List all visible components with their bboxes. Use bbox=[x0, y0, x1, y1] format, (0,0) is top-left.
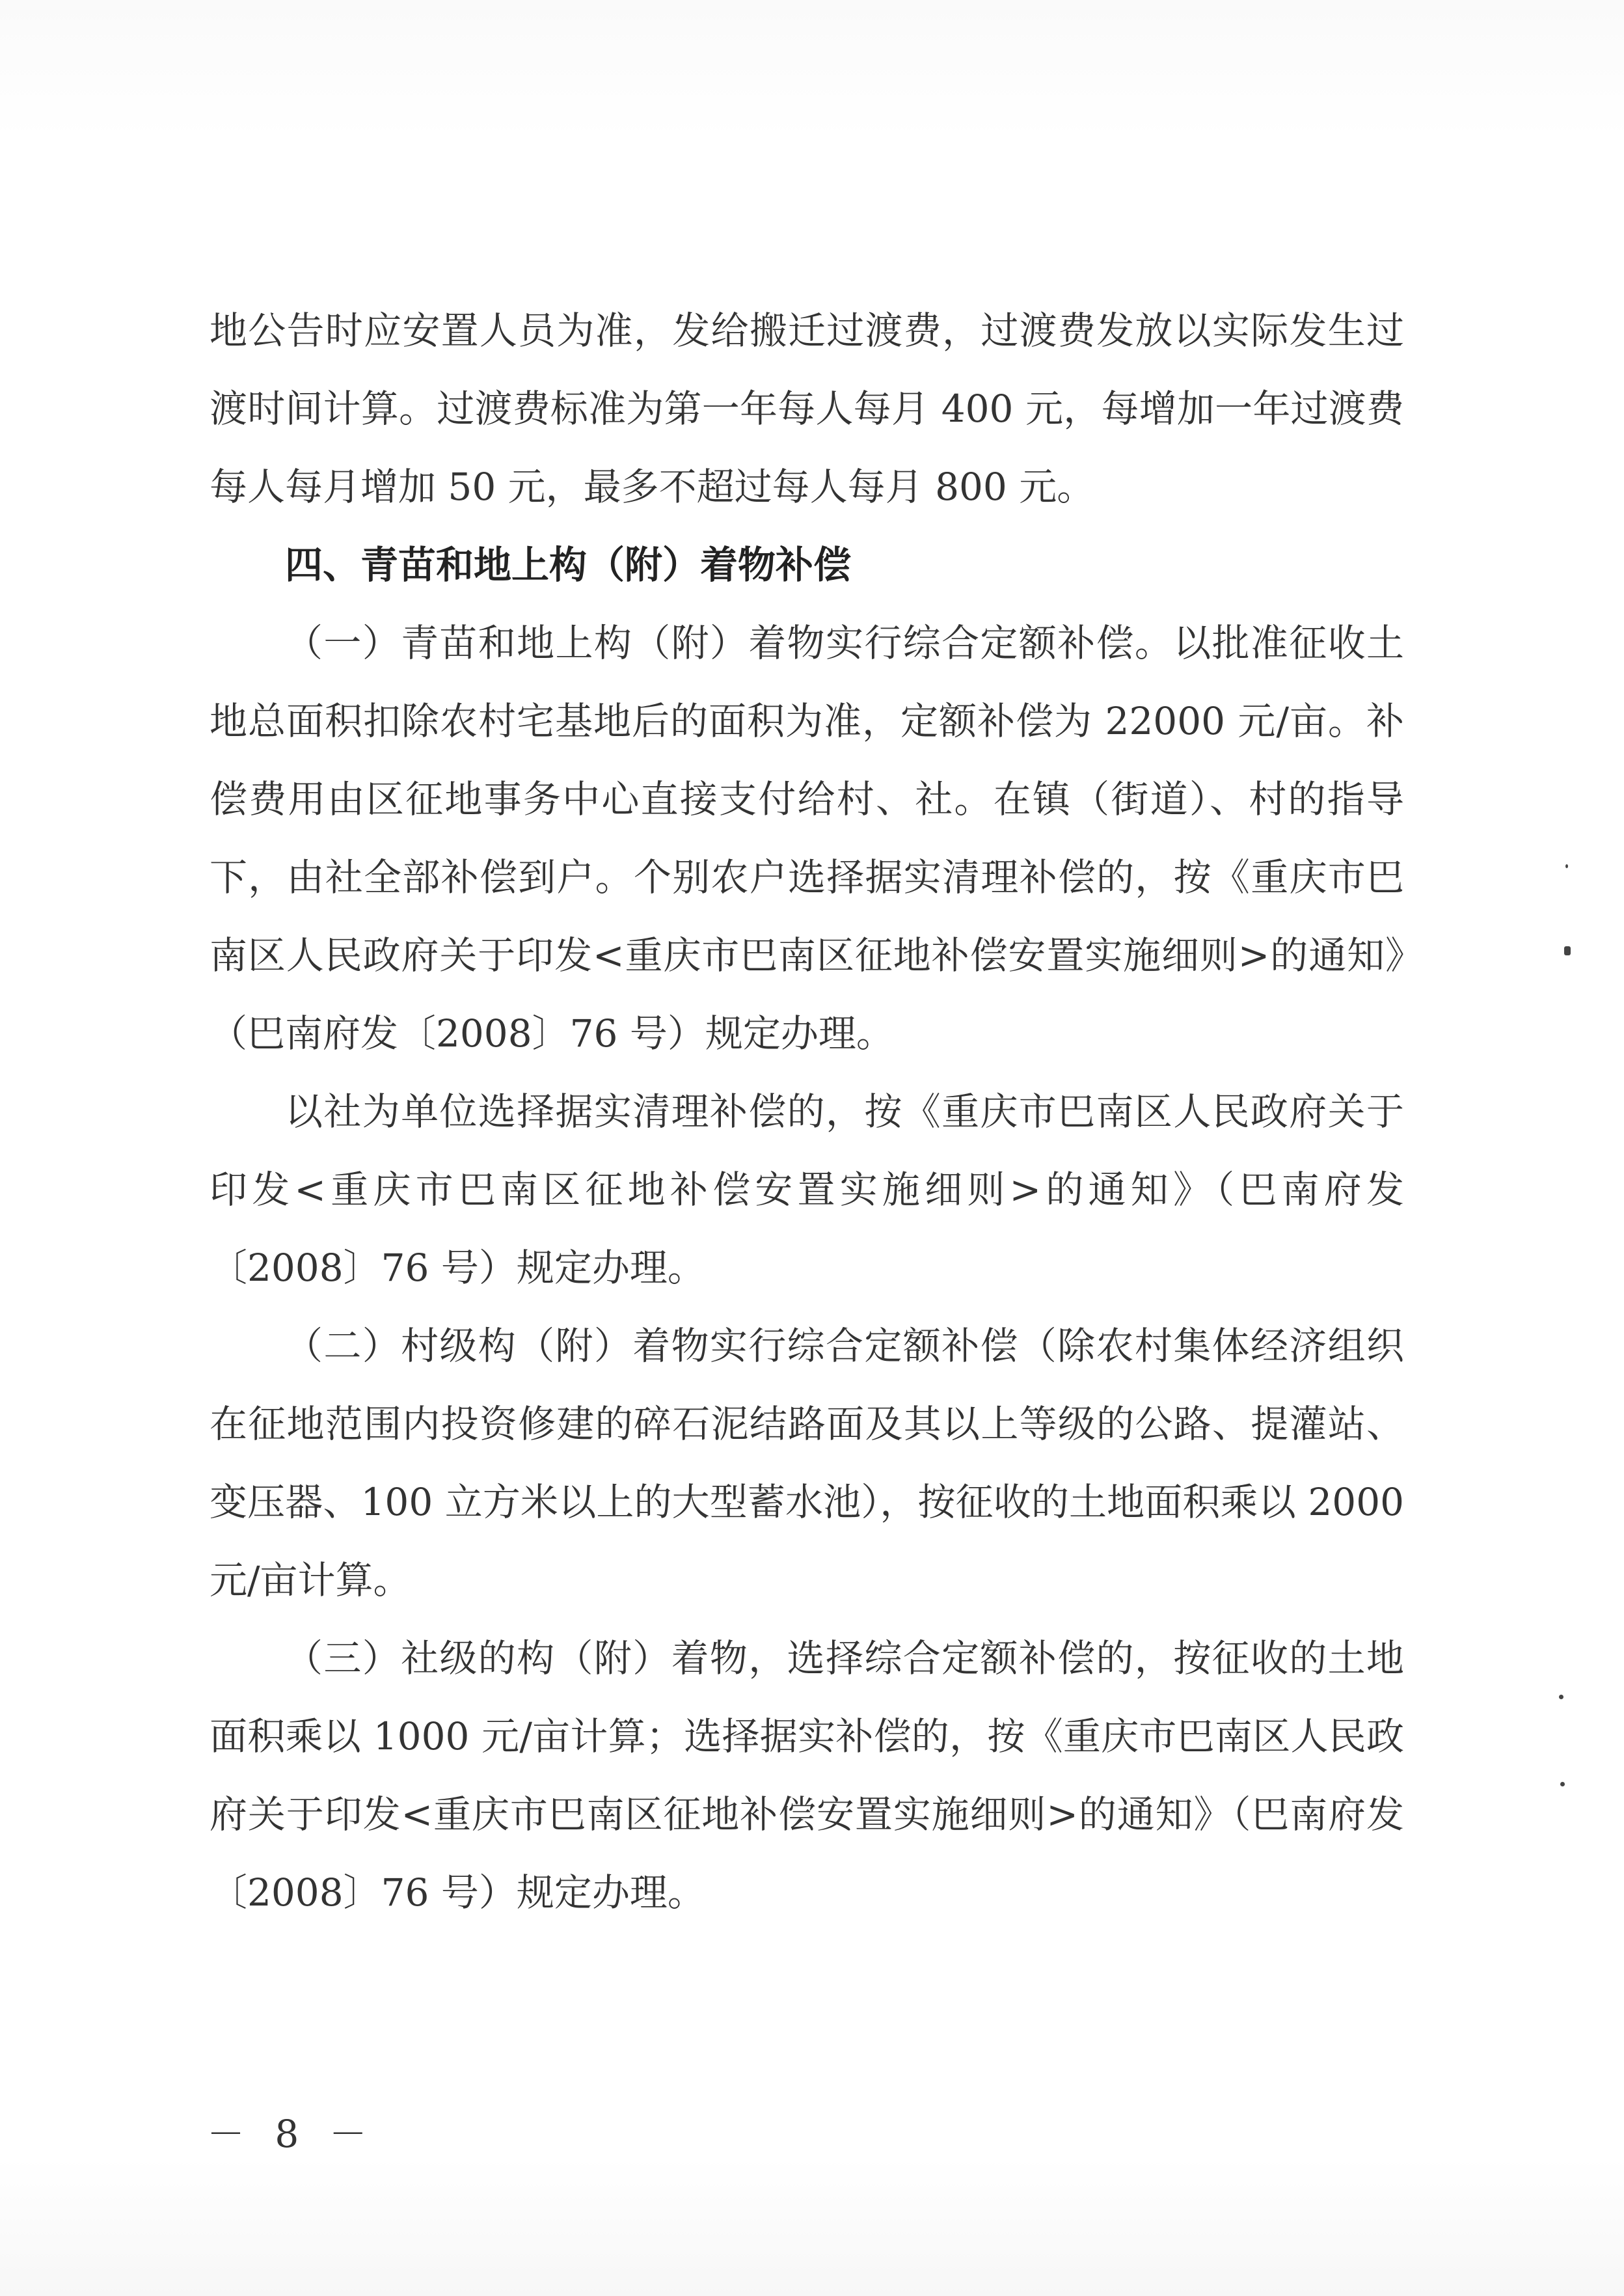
paragraph-item-two: （二）村级构（附）着物实行综合定额补偿（除农村集体经济组织在征地范围内投资修建的碎石泥结路面及其以上等级的公路、提灌站、变压器、100 立方米以上的大型蓄水池），按征收的土地面积乘以 2000 元/亩计算。 bbox=[210, 1324, 1404, 1602]
page-number: － 8 － bbox=[207, 2112, 376, 2156]
scan-speck bbox=[1559, 1695, 1563, 1699]
scan-speck bbox=[1565, 864, 1568, 868]
section-heading-seedling-compensation: 四、青苗和地上构（附）着物补偿 bbox=[285, 543, 852, 587]
scan-speck bbox=[1564, 946, 1571, 955]
paragraph-item-three: （三）社级的构（附）着物，选择综合定额补偿的，按征收的土地面积乘以 1000 元/亩计算；选择据实补偿的，按《重庆市巴南区人民政府关于印发<重庆市巴南区征地补偿安置实施细则>的通知》（巴南府发〔2008〕76 号）规定办理。 bbox=[210, 1636, 1404, 1915]
document-body bbox=[210, 292, 1404, 1932]
paragraph-item-one: （一）青苗和地上构（附）着物实行综合定额补偿。以批准征收土地总面积扣除农村宅基地后的面积为准，定额补偿为 22000 元/亩。补偿费用由区征地事务中心直接支付给村、社。在镇（街道）、村的指导下，由社全部补偿到户。个别农户选择据实清理补偿的，按《重庆市巴南区人民政府关于印发<重庆市巴南区征地补偿安置实施细则>的通知》（巴南府发〔2008〕76 号）规定办理。 bbox=[210, 621, 1404, 1056]
scan-speck bbox=[1560, 1782, 1565, 1786]
paragraph-community-unit: 以社为单位选择据实清理补偿的，按《重庆市巴南区人民政府关于印发<重庆市巴南区征地补偿安置实施细则>的通知》（巴南府发〔2008〕76 号）规定办理。 bbox=[210, 1089, 1404, 1290]
paragraph-transition-fee: 地公告时应安置人员为准，发给搬迁过渡费，过渡费发放以实际发生过渡时间计算。过渡费标准为第一年每人每月 400 元，每增加一年过渡费每人每月增加 50 元，最多不超过每人每月 800 元。 bbox=[210, 308, 1404, 509]
